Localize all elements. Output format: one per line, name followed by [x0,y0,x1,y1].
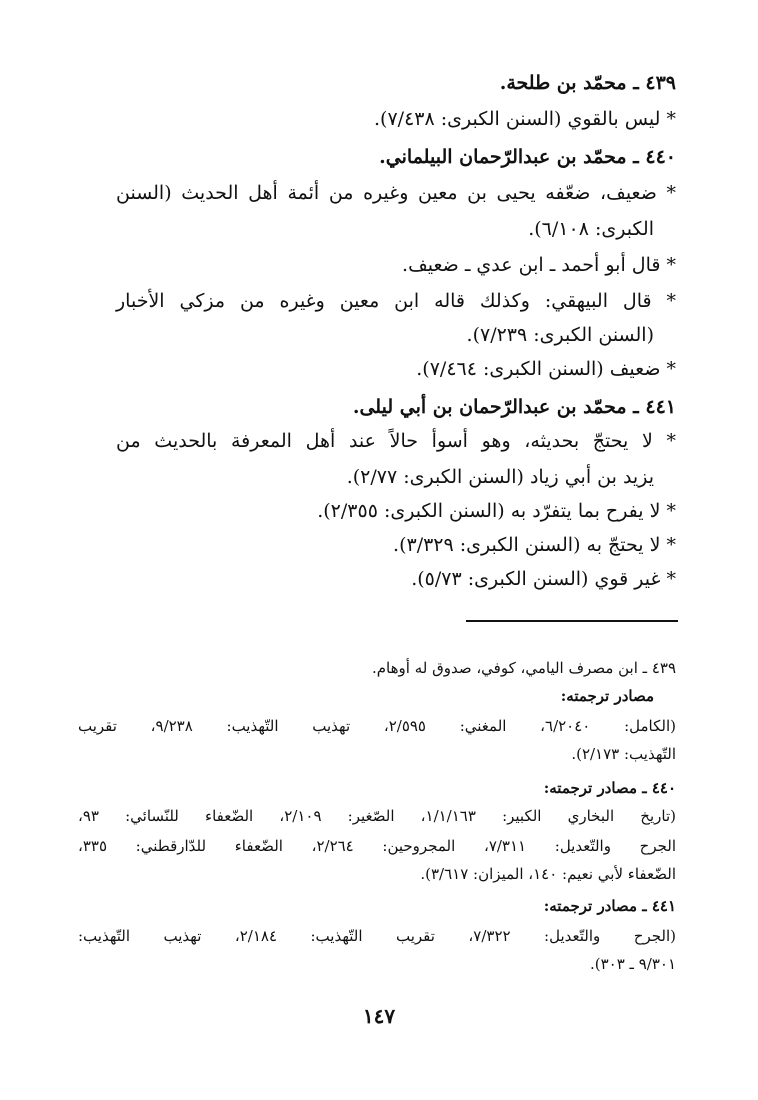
page-number: ١٤٧ [362,1004,396,1028]
footnote-441-line-2: (الجرح والتّعديل: ٧/٣٢٢، تقريب التّهذيب: ٢/١٨٤، تهذيب التّهذيب: [78,927,676,945]
footnote-439-line-3: (الكامل: ٦/٢٠٤٠، المغني: ٢/٥٩٥، تهذيب التّهذيب: ٩/٢٣٨، تقريب [78,717,676,735]
footnote-separator [466,620,678,622]
entry-441-line-4: * لا يحتجّ به (السنن الكبرى: ٣/٣٢٩). [393,534,676,556]
footnote-439-line-1: ٤٣٩ ـ ابن مصرف اليامي، كوفي، صدوق له أوهام. [371,659,676,677]
footnote-440-line-3: الجرح والتّعديل: ٧/٣١١، المجروحين: ٢/٢٦٤، الضّعفاء للدّارقطني: ٣٣٥، [78,837,677,855]
footnote-439-sources-label: مصادر ترجمته: [560,687,654,705]
entry-439-heading: ٤٣٩ ـ محمّد بن طلحة. [499,72,676,94]
footnote-441-line-1: ٤٤١ ـ مصادر ترجمته: [543,897,676,915]
entry-441-line-3: * لا يفرح بما يتفرّد به (السنن الكبرى: ٢/٣٥٥). [317,500,676,522]
footnote-440-line-1: ٤٤٠ ـ مصادر ترجمته: [543,779,676,797]
entry-441-heading: ٤٤١ ـ محمّد بن عبدالرّحمان بن أبي ليلى. [352,396,676,418]
entry-441-line-5: * غير قوي (السنن الكبرى: ٥/٧٣). [411,568,676,590]
footnote-439-line-4: التّهذيب: ٢/١٧٣). [571,745,676,763]
entry-440-heading: ٤٤٠ ـ محمّد بن عبدالرّحمان البيلماني. [379,146,676,168]
footnote-441-line-3: ٩/٣٠١ ـ ٣٠٣). [589,955,676,973]
footnote-440-line-4: الضّعفاء لأبي نعيم: ١٤٠، الميزان: ٣/٦١٧). [420,865,676,883]
entry-440-line-5: (السنن الكبرى: ٧/٢٣٩). [466,324,654,346]
entry-440-line-1: * ضعيف، ضعّفه يحيى بن معين وغيره من أئمة أهل الحديث (السنن [116,182,676,204]
entry-440-line-6: * ضعيف (السنن الكبرى: ٧/٤٦٤). [416,358,676,380]
entry-440-line-2: الكبرى: ٦/١٠٨). [528,218,654,240]
entry-440-line-4: * قال البيهقي: وكذلك قاله ابن معين وغيره من مزكي الأخبار [116,290,676,312]
entry-441-line-2: يزيد بن أبي زياد (السنن الكبرى: ٢/٧٧). [346,466,654,488]
entry-441-line-1: * لا يحتجّ بحديثه، وهو أسوأ حالاً عند أهل المعرفة بالحديث من [116,430,676,452]
entry-440-line-3: * قال أبو أحمد ـ ابن عدي ـ ضعيف. [402,254,676,276]
entry-439-line-1: * ليس بالقوي (السنن الكبرى: ٧/٤٣٨). [374,108,676,130]
footnote-440-line-2: (تاريخ البخاري الكبير: ١/١/١٦٣، الصّغير: ٢/١٠٩، الضّعفاء للنّسائي: ٩٣، [78,807,676,825]
